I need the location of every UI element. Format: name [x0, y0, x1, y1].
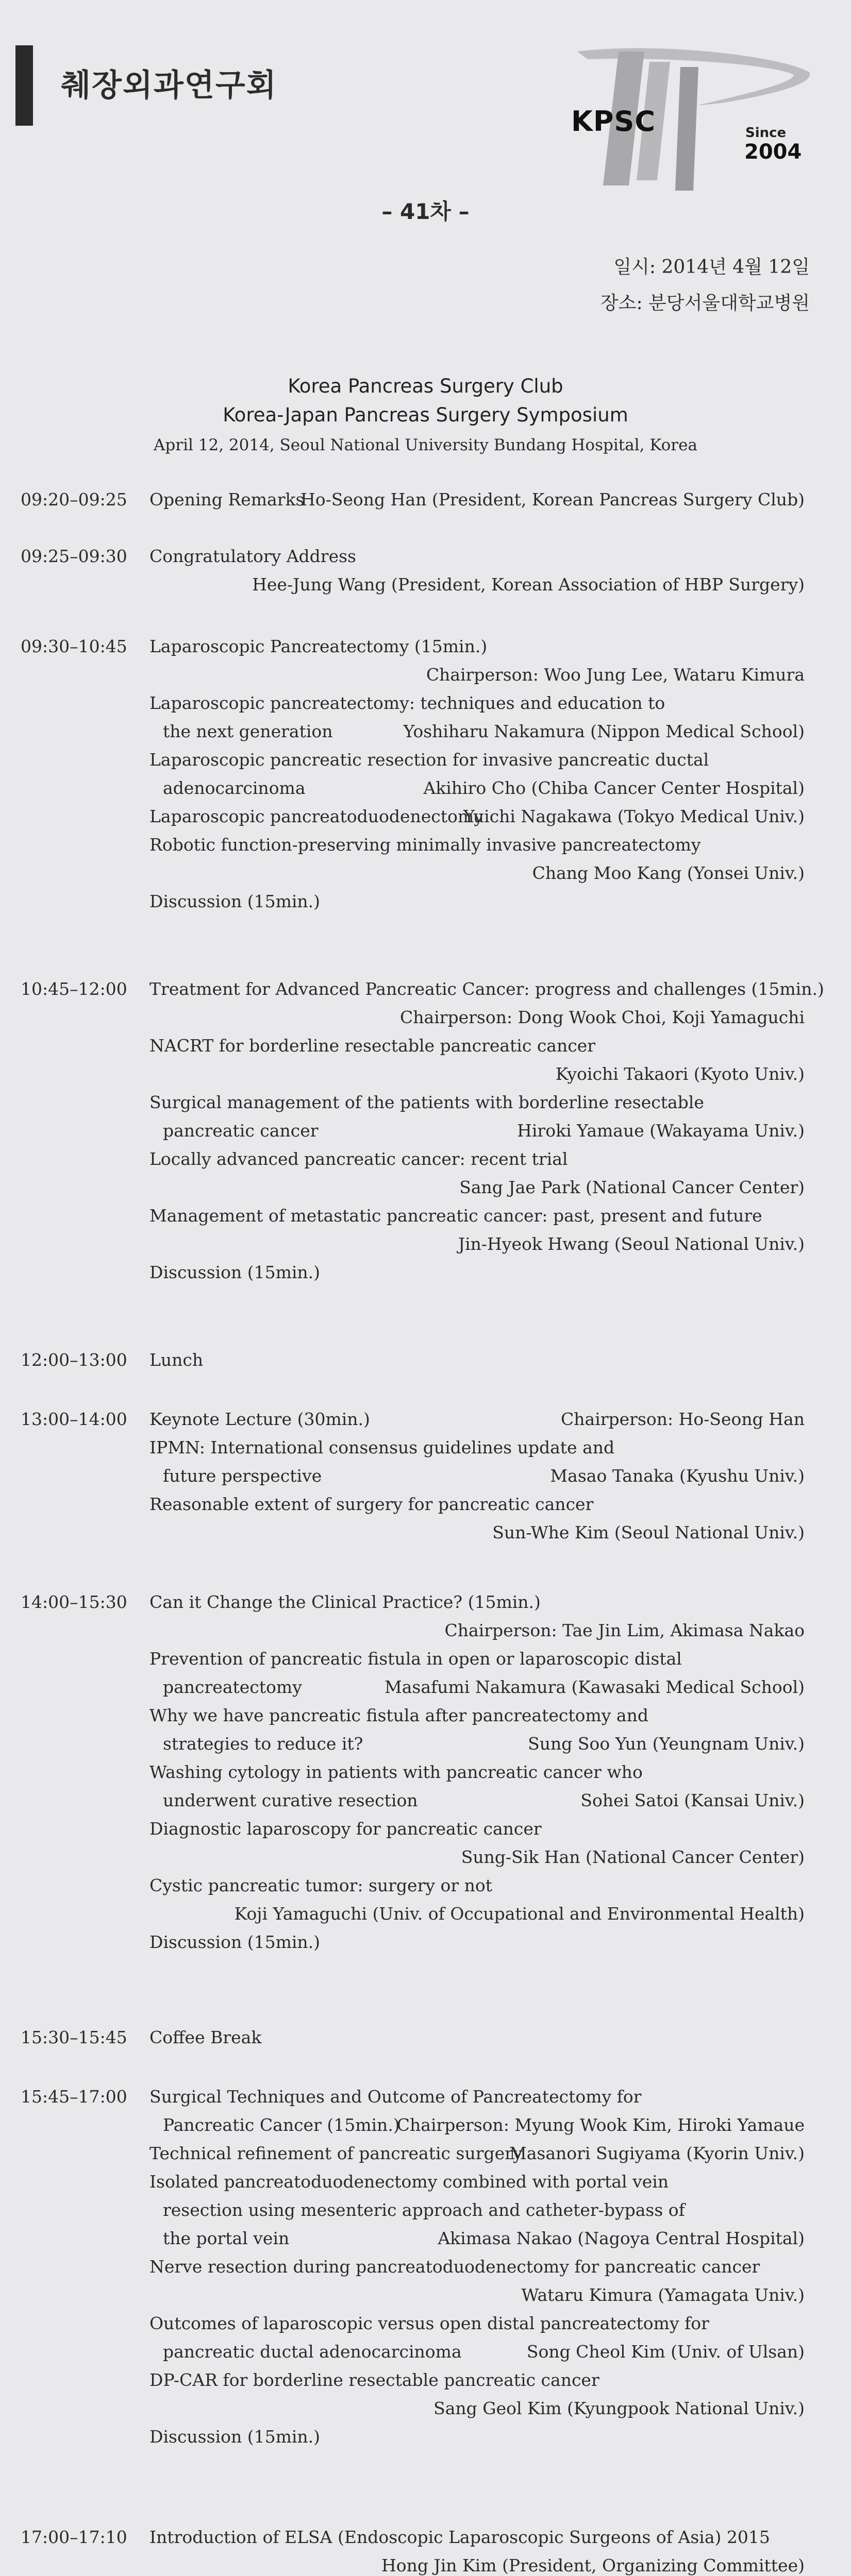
session-speaker: Koji Yamaguchi (Univ. of Occupational and Environmental Health) — [234, 1904, 805, 1924]
session-speaker: Yuichi Nagakawa (Tokyo Medical Univ.) — [463, 806, 805, 826]
session-line-continuation: future perspective — [163, 1466, 322, 1486]
session-line-text: Congratulatory Address — [149, 546, 356, 566]
session-line-continuation: Pancreatic Cancer (15min.) — [163, 2115, 400, 2135]
session-line-text: Cystic pancreatic tumor: surgery or not — [149, 1875, 493, 1895]
session-line-continuation: strategies to reduce it? — [163, 1734, 363, 1754]
session-speaker: Song Cheol Kim (Univ. of Ulsan) — [526, 2342, 805, 2362]
session-line-text: Laparoscopic pancreatic resection for invasive pancreatic ductal — [149, 750, 709, 770]
session-speaker: Yoshiharu Nakamura (Nippon Medical School) — [403, 721, 805, 741]
session-line-text: Laparoscopic pancreatoduodenectomy — [149, 806, 483, 826]
session-speaker: Akihiro Cho (Chiba Cancer Center Hospital) — [423, 778, 805, 798]
session-line-text: Keynote Lecture (30min.) — [149, 1409, 370, 1429]
session-time: 10:45–12:00 — [21, 979, 127, 999]
session-line-text: Can it Change the Clinical Practice? (15min.) — [149, 1592, 541, 1612]
session-time: 09:25–09:30 — [21, 546, 127, 566]
header-bar — [15, 45, 33, 126]
session-line-text: Locally advanced pancreatic cancer: recent trial — [149, 1149, 568, 1169]
session-time: 09:30–10:45 — [21, 636, 127, 656]
session-line-text: Discussion (15min.) — [149, 1262, 321, 1282]
session-line-text: Management of metastatic pancreatic cancer: past, present and future — [149, 1206, 762, 1226]
session-line-continuation: the portal vein — [163, 2228, 290, 2248]
session-line-text: Reasonable extent of surgery for pancreatic cancer — [149, 1494, 594, 1514]
logo-year: 2004 — [744, 140, 802, 164]
session-line-text: Discussion (15min.) — [149, 891, 321, 911]
session-speaker: Hiroki Yamaue (Wakayama Univ.) — [517, 1121, 805, 1141]
session-time: 13:00–14:00 — [21, 1409, 127, 1429]
session-number: – 41차 – — [381, 199, 470, 224]
session-time: 09:20–09:25 — [21, 489, 127, 510]
session-time: 17:00–17:10 — [21, 2527, 127, 2547]
event-date: 일시: 2014년 4월 12일 — [613, 257, 810, 278]
session-line-text: Prevention of pancreatic fistula in open or laparoscopic distal — [149, 1649, 682, 1669]
session-time: 15:30–15:45 — [21, 2027, 127, 2047]
session-line-text: Opening Remarks — [149, 489, 305, 510]
session-speaker: Masao Tanaka (Kyushu Univ.) — [550, 1466, 805, 1486]
session-time: 15:45–17:00 — [21, 2087, 127, 2107]
session-speaker: Sun-Whe Kim (Seoul National Univ.) — [492, 1522, 805, 1543]
event-place: 장소: 분당서울대학교병원 — [600, 293, 810, 314]
session-line-text: Discussion (15min.) — [149, 1932, 321, 1952]
session-line-continuation: pancreatic cancer — [163, 1121, 319, 1141]
session-line-text: IPMN: International consensus guidelines update and — [149, 1437, 615, 1458]
session-speaker: Chairperson: Myung Wook Kim, Hiroki Yamaue — [396, 2115, 805, 2135]
session-line-continuation: underwent curative resection — [163, 1790, 418, 1810]
session-speaker: Sohei Satoi (Kansai Univ.) — [580, 1790, 805, 1810]
session-speaker: Sang Jae Park (National Cancer Center) — [459, 1177, 805, 1197]
session-line-text: Surgical Techniques and Outcome of Pancreatectomy for — [149, 2087, 642, 2107]
session-line-text: Diagnostic laparoscopy for pancreatic cancer — [149, 1819, 542, 1839]
event-title: Korea Pancreas Surgery Club — [288, 375, 563, 397]
session-line-text: Coffee Break — [149, 2027, 262, 2047]
session-line-text: DP-CAR for borderline resectable pancreatic cancer — [149, 2370, 599, 2390]
session-speaker: Chairperson: Woo Jung Lee, Wataru Kimura — [426, 665, 805, 685]
session-speaker: Sung Soo Yun (Yeungnam Univ.) — [528, 1734, 805, 1754]
logo-text: KPSC — [571, 105, 656, 138]
session-line-text: Why we have pancreatic fistula after pancreatectomy and — [149, 1705, 648, 1725]
event-subtitle-title: Korea-Japan Pancreas Surgery Symposium — [223, 404, 628, 426]
session-line-text: Laparoscopic Pancreatectomy (15min.) — [149, 636, 488, 656]
session-line-text: Outcomes of laparoscopic versus open distal pancreatectomy for — [149, 2313, 709, 2333]
event-date-location: April 12, 2014, Seoul National University Bundang Hospital, Korea — [154, 436, 697, 454]
session-line-continuation: adenocarcinoma — [163, 778, 306, 798]
session-speaker: Sung-Sik Han (National Cancer Center) — [461, 1847, 805, 1867]
session-time: 12:00–13:00 — [21, 1350, 127, 1370]
session-line-continuation: resection using mesenteric approach and catheter-bypass of — [163, 2200, 685, 2220]
session-line-text: Robotic function-preserving minimally invasive pancreatectomy — [149, 835, 701, 855]
session-line-text: Washing cytology in patients with pancreatic cancer who — [149, 1762, 643, 1782]
session-line-continuation: pancreatic ductal adenocarcinoma — [163, 2342, 462, 2362]
session-line-continuation: the next generation — [163, 721, 333, 741]
session-line-text: Introduction of ELSA (Endoscopic Laparoscopic Surgeons of Asia) 2015 — [149, 2527, 770, 2547]
session-line-text: Lunch — [149, 1350, 204, 1370]
session-speaker: Kyoichi Takaori (Kyoto Univ.) — [555, 1064, 805, 1084]
session-speaker: Chairperson: Tae Jin Lim, Akimasa Nakao — [444, 1620, 805, 1640]
session-speaker: Chairperson: Dong Wook Choi, Koji Yamaguchi — [399, 1007, 805, 1027]
session-speaker: Masafumi Nakamura (Kawasaki Medical School) — [384, 1677, 805, 1697]
session-line-text: Isolated pancreatoduodenectomy combined with portal vein — [149, 2172, 669, 2192]
session-speaker: Hee-Jung Wang (President, Korean Association of HBP Surgery) — [252, 574, 805, 595]
logo-since: Since — [745, 125, 787, 141]
session-speaker: Wataru Kimura (Yamagata Univ.) — [521, 2285, 805, 2305]
session-line-continuation: pancreatectomy — [163, 1677, 302, 1697]
session-line-text: Treatment for Advanced Pancreatic Cancer: progress and challenges (15min.) — [149, 979, 824, 999]
session-speaker: Jin-Hyeok Hwang (Seoul National Univ.) — [458, 1234, 805, 1254]
session-speaker: Chairperson: Ho-Seong Han — [561, 1409, 805, 1429]
session-time: 14:00–15:30 — [21, 1592, 127, 1612]
page-title: 췌장외과연구회 — [61, 67, 277, 104]
session-speaker: Chang Moo Kang (Yonsei Univ.) — [532, 863, 805, 883]
session-line-text: Surgical management of the patients with borderline resectable — [149, 1092, 704, 1112]
session-line-text: Technical refinement of pancreatic surgery — [149, 2143, 523, 2163]
session-line-text: Laparoscopic pancreatectomy: techniques and education to — [149, 693, 665, 713]
session-line-text: Nerve resection during pancreatoduodenectomy for pancreatic cancer — [149, 2257, 760, 2277]
session-line-text: NACRT for borderline resectable pancreatic cancer — [149, 1036, 596, 1056]
session-speaker: Hong Jin Kim (President, Organizing Committee) — [381, 2555, 805, 2575]
session-speaker: Sang Geol Kim (Kyungpook National Univ.) — [433, 2398, 805, 2418]
session-line-text: Discussion (15min.) — [149, 2427, 321, 2447]
session-speaker: Masanori Sugiyama (Kyorin Univ.) — [509, 2143, 805, 2163]
session-speaker: Akimasa Nakao (Nagoya Central Hospital) — [438, 2228, 805, 2248]
session-speaker: Ho-Seong Han (President, Korean Pancreas Surgery Club) — [300, 489, 805, 510]
